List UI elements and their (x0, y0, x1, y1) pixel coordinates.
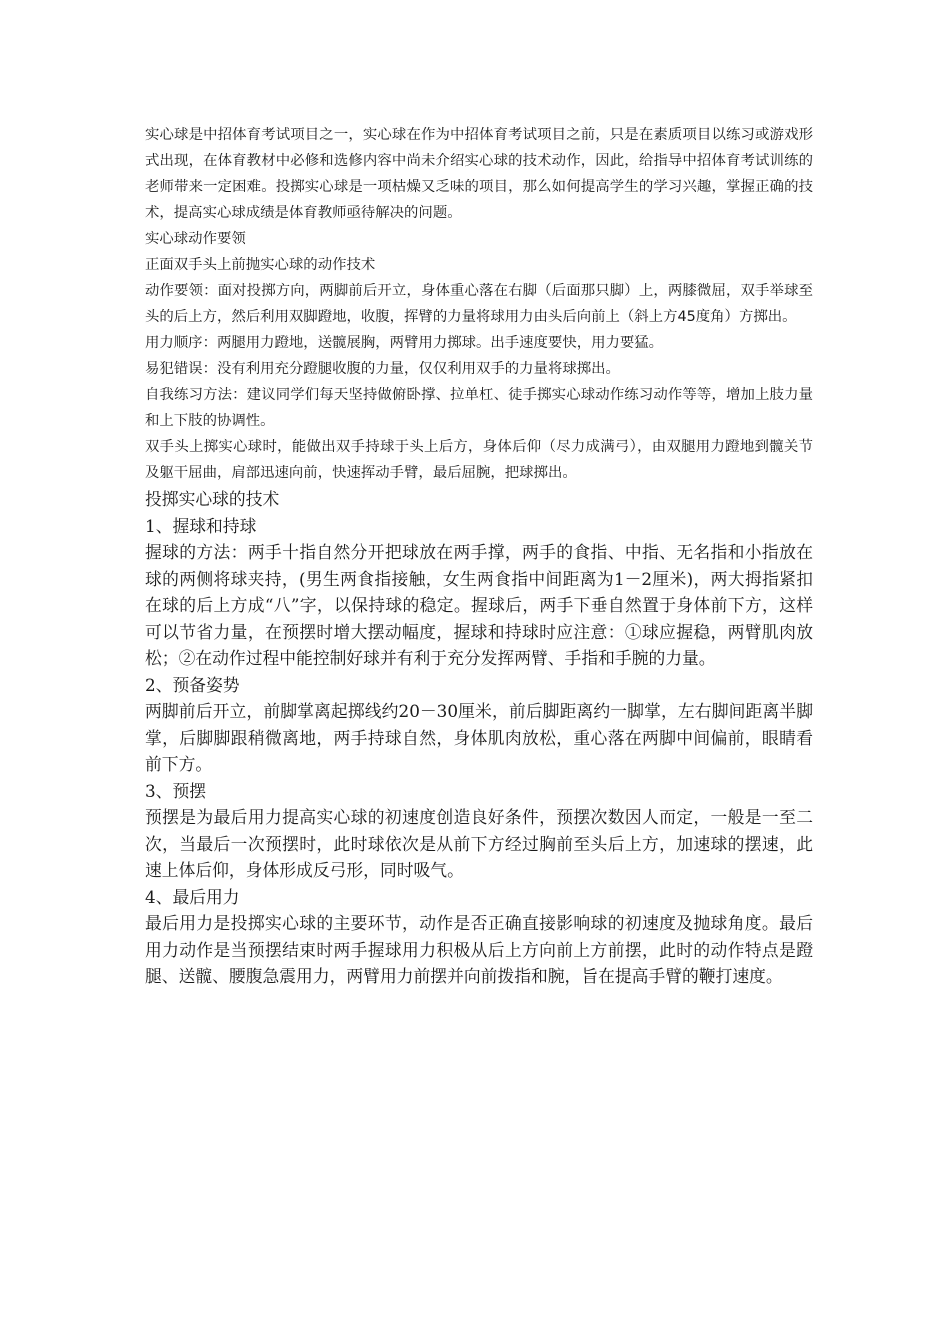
subheading-overhead-throw: 正面双手头上前抛实心球的动作技术 (145, 257, 376, 273)
common-errors-paragraph: 易犯错误：没有利用充分蹬腿收腹的力量，仅仅利用双手的力量将球掷出。 (145, 361, 620, 377)
technique-title: 投掷实心球的技术 (145, 489, 280, 509)
section-title: 4、最后用力 (145, 886, 240, 907)
section-title: 1、握球和持球 (145, 515, 257, 536)
heading-action-essentials: 实心球动作要领 (145, 231, 246, 247)
section-body: 两脚前后开立，前脚掌离起掷线约20－30厘米，前后脚距离约一脚掌，左右脚间距离半脚掌，后脚脚跟稍微离地，两手持球自然，身体肌肉放松，重心落在两脚中间偏前，眼睛看前下方。 (145, 701, 813, 774)
document-page (145, 122, 813, 990)
section-title: 3、预摆 (145, 780, 207, 801)
section-body: 预摆是为最后用力提高实心球的初速度创造良好条件，预摆次数因人而定，一般是一至二次，当最后一次预摆时，此时球依次是从前下方经过胸前至头后上方，加速球的摆速，此速上体后仰，身体形成反弓形，同时吸气。 (145, 807, 813, 880)
force-order-paragraph: 用力顺序：两腿用力蹬地，送髋展胸，两臂用力掷球。出手速度要快，用力要猛。 (145, 335, 664, 351)
section-title: 2、预备姿势 (145, 674, 240, 695)
essentials-paragraph: 动作要领：面对投掷方向，两脚前后开立，身体重心落在右脚（后面那只脚）上，两膝微屈，双手举球至头的后上方，然后利用双脚蹬地，收腹，挥臂的力量将球用力由头后向前上（斜上方45度角）方掷出。 (145, 283, 813, 325)
overhead-throw-paragraph: 双手头上掷实心球时，能做出双手持球于头上后方，身体后仰（尽力成满弓），由双腿用力蹬地到髋关节及躯干屈曲，肩部迅速向前，快速挥动手臂，最后屈腕，把球掷出。 (145, 439, 813, 481)
section-body: 最后用力是投掷实心球的主要环节，动作是否正确直接影响球的初速度及抛球角度。最后用力动作是当预摆结束时两手握球用力积极从后上方向前上方前摆，此时的动作特点是蹬腿、送髋、腰腹急震用力，两臂用力前摆并向前拨指和腕，旨在提高手臂的鞭打速度。 (145, 913, 813, 986)
section-body: 握球的方法：两手十指自然分开把球放在两手撑，两手的食指、中指、无名指和小指放在球的两侧将球夹持，(男生两食指接触，女生两食指中间距离为1－2厘米)，两大拇指紧扣在球的后上方成“八”字，以保持球的稳定。握球后，两手下垂自然置于身体前下方，这样可以节省力量，在预摆时增大摆动幅度，握球和持球时应注意：①球应握稳，两臂肌肉放松；②在动作过程中能控制好球并有利于充分发挥两臂、手指和手腕的力量。 (145, 542, 813, 668)
intro-paragraph: 实心球是中招体育考试项目之一，实心球在作为中招体育考试项目之前，只是在素质项目以练习或游戏形式出现，在体育教材中必修和选修内容中尚未介绍实心球的技术动作，因此，给指导中招体育考试训练的老师带来一定困难。投掷实心球是一项枯燥又乏味的项目，那么如何提高学生的学习兴趣，掌握正确的技术，提高实心球成绩是体育教师亟待解决的问题。 (145, 127, 813, 221)
self-practice-paragraph: 自我练习方法：建议同学们每天坚持做俯卧撑、拉单杠、徒手掷实心球动作练习动作等等，增加上肢力量和上下肢的协调性。 (145, 387, 813, 429)
